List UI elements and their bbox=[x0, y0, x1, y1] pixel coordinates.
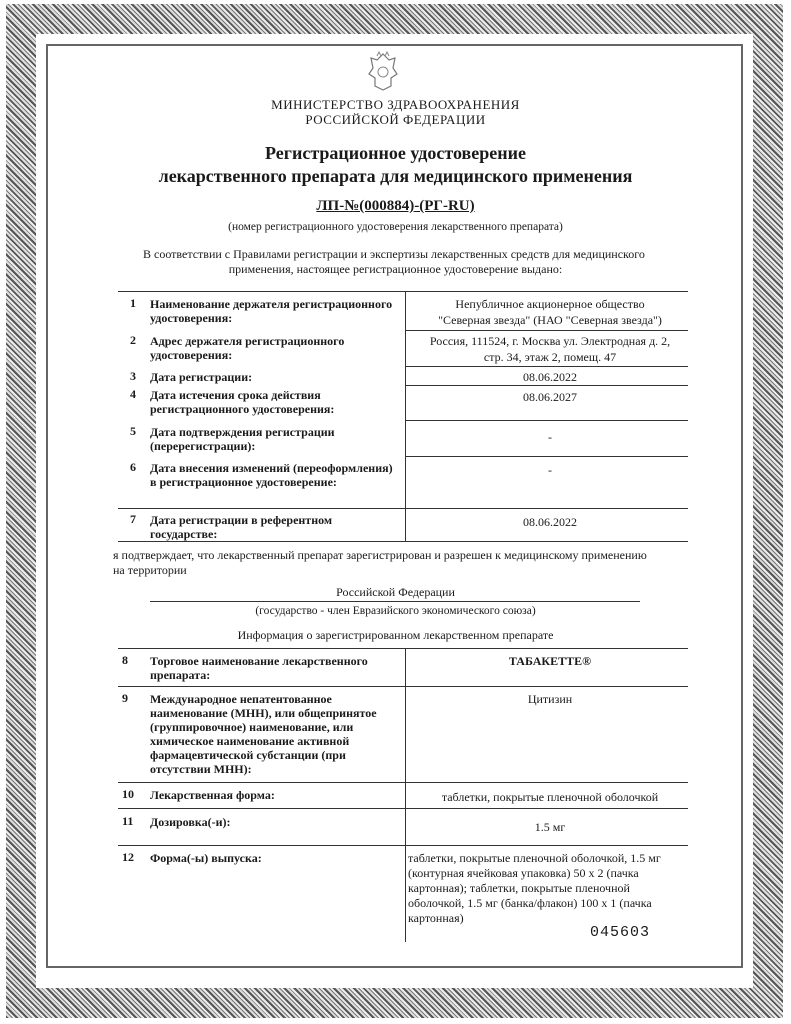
row-label: Дата регистрации: bbox=[150, 370, 253, 384]
coat-of-arms-icon bbox=[363, 50, 403, 94]
country-underline bbox=[150, 601, 640, 602]
row-number: 11 bbox=[122, 814, 134, 828]
row-label: Дата регистрации в референтном государстве: bbox=[150, 513, 333, 541]
row-separator bbox=[405, 456, 688, 457]
intro-text-line2: применения, настоящее регистрационное удостоверение выдано: bbox=[228, 262, 563, 276]
row-value-line2: "Северная звезда" (НАО "Северная звезда") bbox=[438, 313, 662, 327]
row-separator bbox=[118, 686, 688, 687]
row-number: 7 bbox=[130, 512, 136, 526]
row-number: 9 bbox=[122, 691, 128, 705]
row-separator bbox=[118, 808, 688, 809]
row-separator bbox=[405, 330, 688, 331]
dosage-form: таблетки, покрытые пленочной оболочкой bbox=[441, 790, 659, 804]
ministry-name-line2: РОССИЙСКОЙ ФЕДЕРАЦИИ bbox=[305, 112, 486, 127]
intro-text-line1: В соответствии с Правилами регистрации и экспертизы лекарственных средств для медицинского bbox=[143, 247, 645, 261]
row-number: 6 bbox=[130, 460, 136, 474]
dosage: 1.5 мг bbox=[534, 820, 566, 834]
row-number: 8 bbox=[122, 653, 128, 667]
ministry-name-line1: МИНИСТЕРСТВО ЗДРАВООХРАНЕНИЯ bbox=[271, 97, 520, 112]
confirmation-text-line2: на территории bbox=[113, 563, 187, 577]
row-label: Наименование держателя регистрационного удостоверения: bbox=[150, 297, 393, 325]
row-label: Дата истечения срока действия регистрационного удостоверения: bbox=[150, 388, 335, 416]
country-name: Российской Федерации bbox=[336, 585, 455, 599]
row-number: 1 bbox=[130, 296, 136, 310]
row-separator bbox=[405, 385, 688, 386]
release-forms: таблетки, покрытые пленочной оболочкой, 1.5 мг (контурная ячейковая упаковка) 50 x 2 (пачка картонная); таблетки, покрытые пленочной оболочкой, 1.5 мг (банка/флакон) 100 x 1 (пачка картонная) bbox=[408, 851, 661, 925]
row-value-line1: Россия, 111524, г. Москва ул. Электродная д. 2, bbox=[429, 334, 671, 348]
row-separator bbox=[405, 420, 688, 421]
row-number: 10 bbox=[122, 787, 134, 801]
row-value-line1: Непубличное акционерное общество bbox=[455, 297, 645, 311]
row-number: 5 bbox=[130, 424, 136, 438]
row-label: Лекарственная форма: bbox=[150, 788, 275, 802]
table-bottom-divider bbox=[405, 648, 406, 942]
row-separator bbox=[118, 782, 688, 783]
row-value: - bbox=[548, 463, 552, 477]
table-top-line bbox=[118, 291, 688, 292]
row-value-line2: стр. 34, этаж 2, помещ. 47 bbox=[483, 350, 617, 364]
registration-number: ЛП-№(000884)-(РГ-RU) bbox=[316, 198, 475, 214]
row-label: Дозировка(-и): bbox=[150, 815, 231, 829]
row-number: 2 bbox=[130, 333, 136, 347]
row-value: 08.06.2027 bbox=[523, 390, 577, 404]
row-separator bbox=[405, 366, 688, 367]
confirmation-text-line1: я подтверждает, что лекарственный препарат зарегистрирован и разрешен к медицинскому применению bbox=[113, 548, 647, 562]
row-number: 12 bbox=[122, 850, 134, 864]
row-separator bbox=[118, 845, 688, 846]
inn-name: Цитизин bbox=[527, 692, 573, 706]
registration-number-caption: (номер регистрационного удостоверения лекарственного препарата) bbox=[228, 221, 563, 233]
row-label: Международное непатентованное наименование (МНН), или общепринятое (группировочное) наименование, или химическое наименование активной фармацевтической субстанции (при отсутствии МНН): bbox=[150, 692, 377, 776]
row-number: 3 bbox=[130, 369, 136, 383]
row-label: Адрес держателя регистрационного удостоверения: bbox=[150, 334, 345, 362]
row-separator bbox=[118, 508, 688, 509]
trade-name: ТАБАКЕТТЕ® bbox=[508, 654, 592, 668]
country-caption: (государство - член Евразийского экономического союза) bbox=[255, 605, 536, 617]
info-heading: Информация о зарегистрированном лекарственном препарате bbox=[237, 628, 554, 642]
table-top-line bbox=[118, 648, 688, 649]
document-title-line2: лекарственного препарата для медицинского применения bbox=[158, 166, 633, 186]
row-number: 4 bbox=[130, 387, 136, 401]
row-label: Дата внесения изменений (переоформления) в регистрационное удостоверение: bbox=[150, 461, 393, 489]
row-value: - bbox=[548, 430, 552, 444]
table-top-divider bbox=[405, 291, 406, 541]
row-value: 08.06.2022 bbox=[523, 370, 577, 384]
row-label: Торговое наименование лекарственного препарата: bbox=[150, 654, 368, 682]
table-bottom-line bbox=[118, 541, 688, 542]
row-label: Форма(-ы) выпуска: bbox=[150, 851, 262, 865]
document-title-line1: Регистрационное удостоверение bbox=[265, 143, 526, 163]
serial-number: 045603 bbox=[590, 924, 651, 941]
row-label: Дата подтверждения регистрации (перерегистрации): bbox=[150, 425, 335, 453]
row-value: 08.06.2022 bbox=[523, 515, 577, 529]
